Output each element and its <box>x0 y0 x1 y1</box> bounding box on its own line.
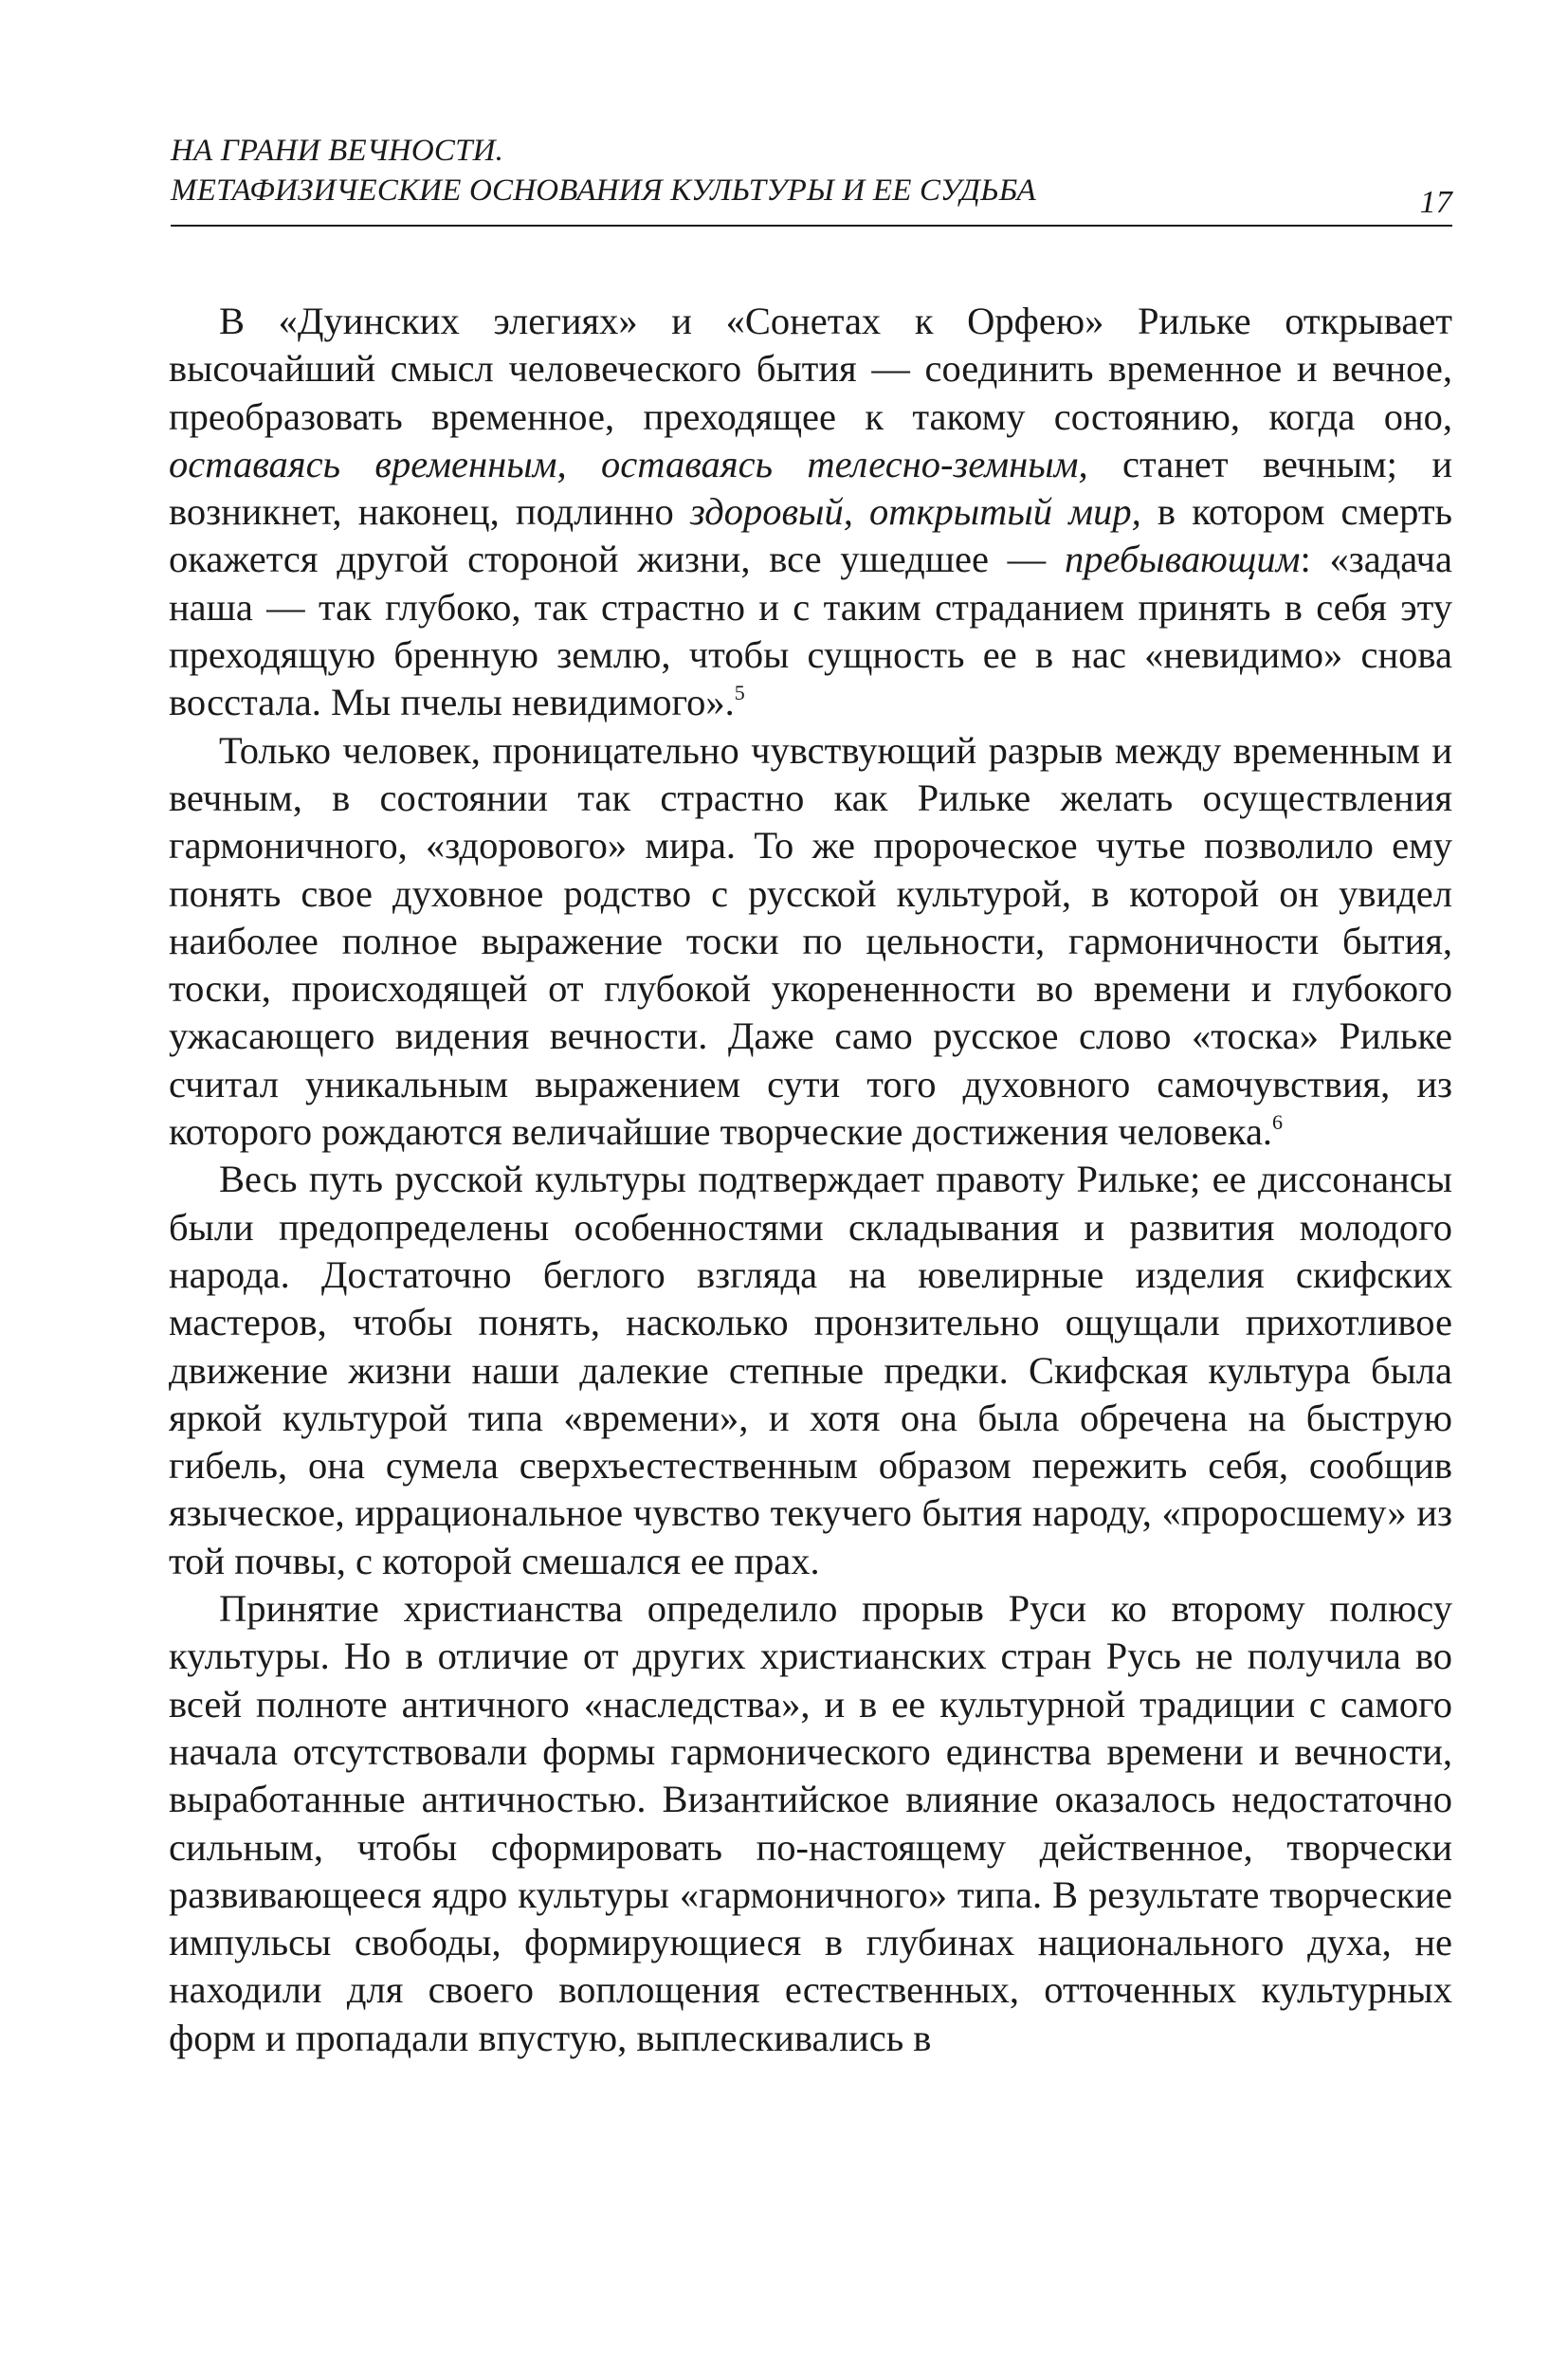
italic-text: оставаясь временным, оставаясь телесно-земным, <box>169 442 1088 485</box>
footnote-ref: 6 <box>1272 1110 1284 1135</box>
running-header-line-1: НА ГРАНИ ВЕЧНОСТИ. <box>171 134 504 168</box>
paragraph <box>169 1156 1452 1585</box>
text-run: Принятие христианства определило прорыв Руси ко второму полюсу культуры. Но в отличие от других христианских стран Русь не получила во всей полноте античного «наследства», и в ее культурной традиции с самого начала отсутствовали формы гармонического единства времени и вечности, выработанные античностью. Византийское влияние оказалось недостаточно сильным, чтобы сформировать по-настоящему действенное, творчески развивающееся ядро культуры «гармоничного» типа. В результате творческие импульсы свободы, формирующиеся в глубинах национального духа, не находили для своего воплощения естественных, отточенных культурных форм и пропадали впустую, выплескивались в <box>169 1587 1452 2059</box>
running-header-line-2: МЕТАФИЗИЧЕСКИЕ ОСНОВАНИЯ КУЛЬТУРЫ И ЕЕ СУДЬБА <box>171 173 1036 208</box>
body-text <box>169 298 1452 2062</box>
text-run: : «задача наша — так глубоко, так страстно и с таким страданием принять в себя эту преходящую бренную землю, чтобы сущность ее в нас «невидимо» снова восстала. Мы пчелы невидимого». <box>169 538 1452 724</box>
italic-text: здоровый, открытый мир, <box>689 490 1141 534</box>
header-rule <box>171 225 1452 227</box>
text-run: станет вечным; и возникнет, наконец, подлинно <box>169 442 1453 534</box>
italic-text: пребывающим <box>1064 538 1301 581</box>
page-number: 17 <box>1419 185 1452 220</box>
text-run: Весь путь русской культуры подтверждает правоту Рильке; ее диссонансы были предопределены особенностями складывания и развития молодого народа. Достаточно беглого взгляда на ювелирные изделия скифских мастеров, чтобы понять, насколько пронзительно ощущали прихотливое движение жизни наши далекие степные предки. Скифская культура была яркой культурой типа «времени», и хотя она была обречена на быструю гибель, она сумела сверхъестественным образом пережить себя, сообщив языческое, иррациональное чувство текучего бытия народу, «проросшему» из той почвы, с которой смешался ее прах. <box>169 1158 1452 1582</box>
text-run: В «Дуинских элегиях» и «Сонетах к Орфею» Рильке открывает высочайший смысл человеческого бытия — соединить временное и вечное, преобразовать временное, преходящее к такому состоянию, когда оно, <box>169 300 1452 438</box>
text-run: в котором смерть окажется другой стороной жизни, все ушедшее — <box>169 490 1452 581</box>
text-run: Только человек, проницательно чувствующий разрыв между временным и вечным, в состоянии так страстно как Рильке желать осуществления гармоничного, «здорового» мира. То же пророческое чутье позволило ему понять свое духовное родство с русской культурой, в которой он увидел наиболее полное выражение тоски по цельности, гармоничности бытия, тоски, происходящей от глубокой укорененности во времени и глубокого ужасающего видения вечности. Даже само русское слово «тоска» Рильке считал уникальным выражением сути того духовного самочувствия, из которого рождаются величайшие творческие достижения человека. <box>169 728 1452 1154</box>
running-header <box>171 131 1452 220</box>
paragraph <box>169 298 1452 727</box>
paragraph <box>169 1585 1452 2062</box>
paragraph <box>169 727 1452 1157</box>
footnote-ref: 5 <box>734 681 745 705</box>
